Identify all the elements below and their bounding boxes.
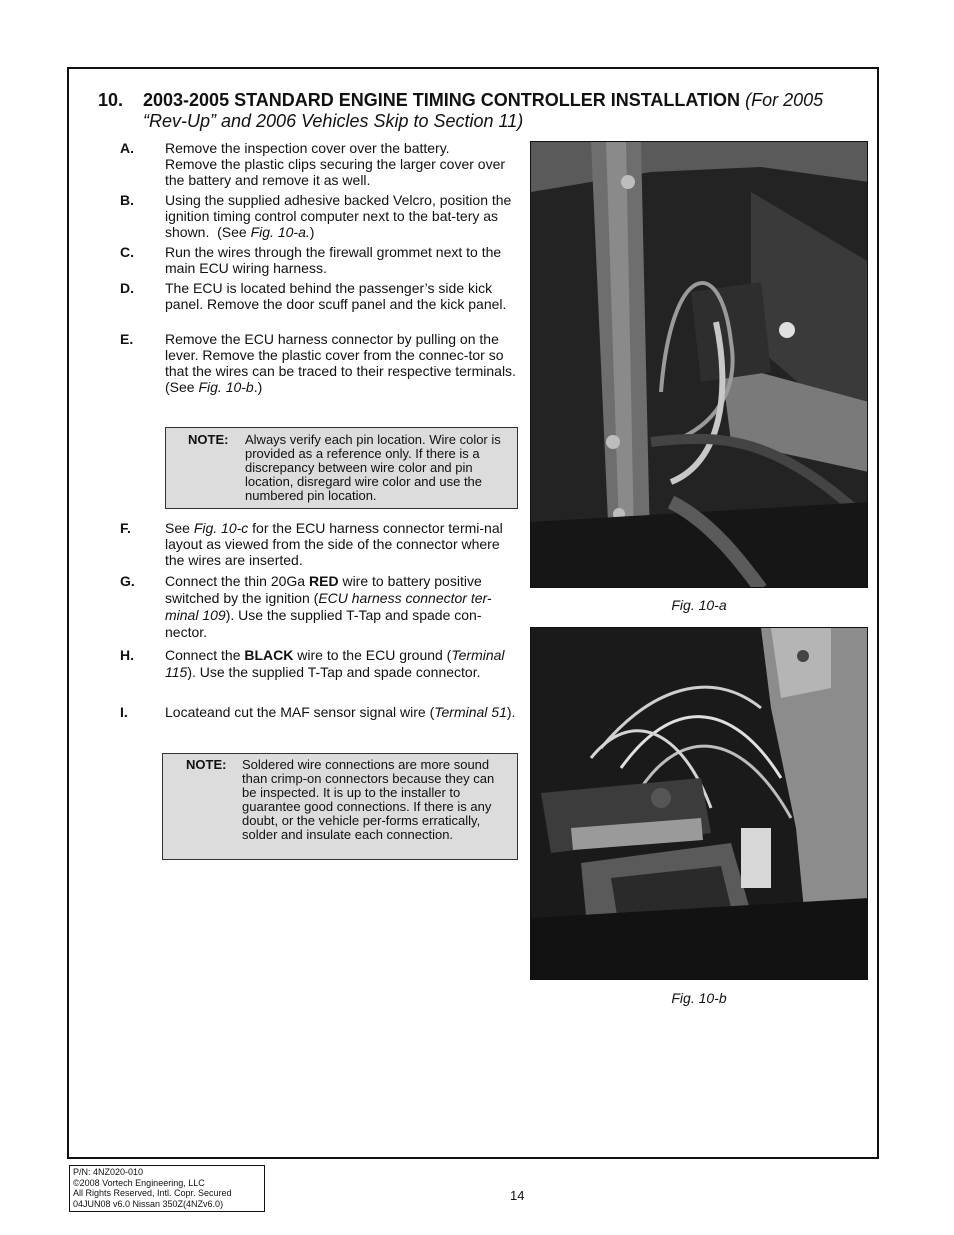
figure-10a-photo xyxy=(530,141,868,588)
section-title: 2003-2005 STANDARD ENGINE TIMING CONTROLLER INSTALLATION xyxy=(143,90,741,110)
figure-10a-caption: Fig. 10-a xyxy=(671,597,727,613)
step-text: Connect the BLACK wire to the ECU ground (Terminal 115). Use the supplied T-Tap and spade connector. xyxy=(165,647,505,680)
section-number: 10. xyxy=(98,90,124,110)
section-subtitle-1: (For 2005 xyxy=(745,90,824,110)
footer-line: ©2008 Vortech Engineering, LLC xyxy=(73,1177,205,1188)
step-letter: B. xyxy=(120,192,134,208)
footer-copyright-box xyxy=(69,1165,265,1212)
step-letter: I. xyxy=(120,704,128,720)
note-text: Always verify each pin location. Wire color is provided as a reference only. If there is a discrepancy between wire color and pin location, disregard wire color and use the numbered pin location. xyxy=(245,432,501,503)
step-letter: H. xyxy=(120,647,134,663)
step-text: Remove the ECU harness connector by pulling on the lever. Remove the plastic cover from the connec-tor so that the wires can be traced to their respective terminals. (See Fig. 10-b.) xyxy=(165,331,520,395)
step-letter: D. xyxy=(120,280,134,296)
footer-line: P/N: 4NZ020-010 xyxy=(73,1167,144,1177)
footer-line: 04JUN08 v6.0 Nissan 350Z(4NZv6.0) xyxy=(73,1198,224,1209)
step-text: Remove the inspection cover over the battery. Remove the plastic clips securing the larger cover over the battery and remove it as well. xyxy=(165,140,506,188)
section-subtitle-2: “Rev-Up” and 2006 Vehicles Skip to Section 11) xyxy=(143,111,524,131)
step-letter: E. xyxy=(120,331,134,347)
step-text: See Fig. 10-c for the ECU harness connector termi-nal layout as viewed from the side of the connector where the wires are inserted. xyxy=(165,520,503,568)
step-letter: G. xyxy=(120,573,135,589)
note-box-1 xyxy=(165,427,518,509)
note-label: NOTE: xyxy=(186,757,227,772)
step-letter: F. xyxy=(120,520,131,536)
step-text: The ECU is located behind the passenger’s side kick panel. Remove the door scuff panel and the kick panel. xyxy=(165,280,507,312)
figure-10b-caption: Fig. 10-b xyxy=(671,990,727,1006)
footer-line: All Rights Reserved, Intl. Copr. Secured xyxy=(73,1188,232,1198)
step-text: Locateand cut the MAF sensor signal wire (Terminal 51). xyxy=(165,704,516,720)
page-number: 14 xyxy=(510,1188,525,1203)
step-letter: A. xyxy=(120,140,134,156)
step-text: Using the supplied adhesive backed Velcro, position the ignition timing control computer next to the bat-tery as shown. (See Fig. 10-a.) xyxy=(165,192,512,240)
note-text: Soldered wire connections are more sound than crimp-on connectors because they can be inspected. It is up to the installer to guarantee good connections. If there is any doubt, or the vehicle per-forms erratically, solder and insulate each connection. xyxy=(242,757,495,842)
figure-10b-photo xyxy=(530,627,868,980)
step-text: Run the wires through the firewall grommet next to the main ECU wiring harness. xyxy=(165,244,502,276)
note-label: NOTE: xyxy=(188,432,229,447)
step-letter: C. xyxy=(120,244,134,260)
note-box-2 xyxy=(162,753,518,860)
section-heading xyxy=(98,90,868,132)
step-text: Connect the thin 20Ga RED wire to battery positive switched by the ignition (ECU harness connector ter-minal 109). Use the supplied T-Tap and spade con-nector. xyxy=(165,573,492,640)
